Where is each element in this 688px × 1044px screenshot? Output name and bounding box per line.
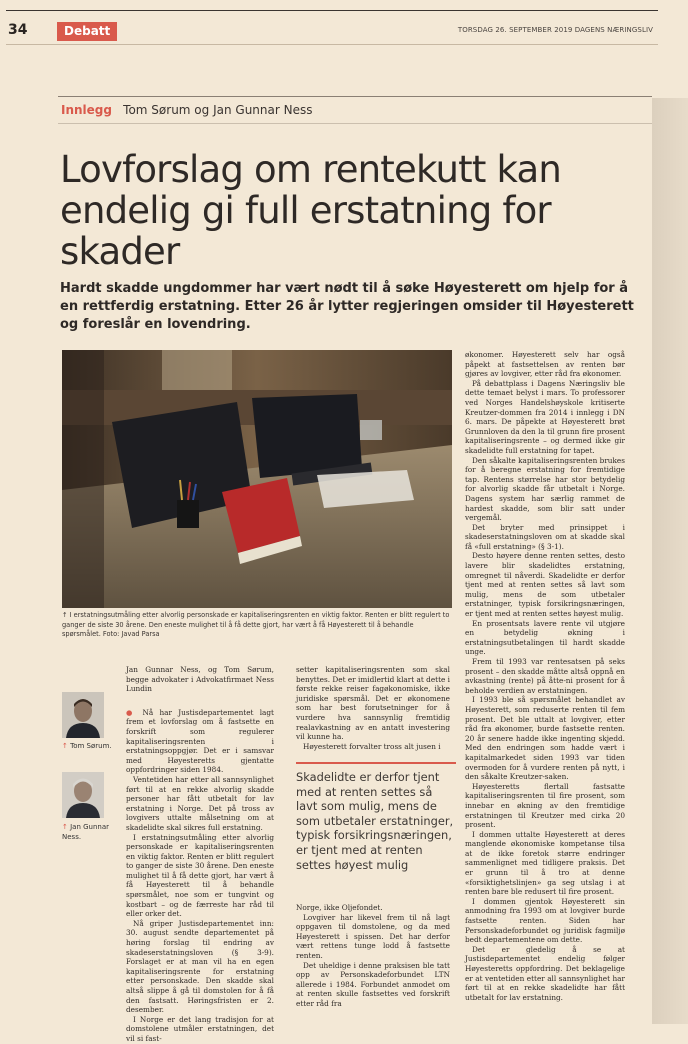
kicker-top-rule xyxy=(58,96,652,97)
body-paragraph: Høyesteretts flertall fastsatte kapitaliseringsrenten til fire prosent, som innebar en økning av den fremtidige erstatningen til Kreutzer med cirka 20 prosent. xyxy=(465,781,625,830)
body-paragraph: Desto høyere denne renten settes, desto lavere blir skadelidtes erstatning, omregnet til nåverdi. Skadelidte er derfor tjent med at renten settes så lavt som mulig, mens de som utbetaler erstatninger, typisk forsikringsnæringen, er tjent med at renten settes høyest mulig. xyxy=(465,551,625,619)
header-top-rule xyxy=(6,10,658,11)
body-paragraph: Frem til 1993 var rentesatsen på seks prosent – den skadde måtte altså oppnå en avkastning (rente) på åtte-ni prosent for å beholde verdien av erstatningen. xyxy=(465,657,625,695)
body-column-1 xyxy=(126,665,274,1044)
body-paragraph: En prosentsats lavere rente vil utgjøre en betydelig økning i erstatningsutbetalingen til hardt skadde unge. xyxy=(465,618,625,657)
portrait-caption-text: Tom Sørum. xyxy=(70,742,112,750)
body-column-3 xyxy=(465,350,625,1002)
page-number: 34 xyxy=(8,22,28,38)
page-header xyxy=(0,0,688,46)
pull-quote: Skadelidte er derfor tjent med at renten settes så lavt som mulig, mens de som utbetaler erstatninger, typisk forsikringsnæringen, er tjent med at renten settes høyest mulig xyxy=(296,762,456,872)
body-paragraph: Det er gledelig å se at Justisdepartementet endelig følger Høyesteretts oppfordring. Det beklagelige er at ventetiden etter all sannsynlighet har ført til at en rekke skadelidte har fått utbetalt for lav erstatning. xyxy=(465,944,625,1002)
body-paragraph: I Norge er det lang tradisjon for at domstolene utmåler erstatningen, det vil si fast- xyxy=(126,1014,274,1043)
byline: Jan Gunnar Ness, og Tom Sørum, begge advokater i Advokatfirmaet Ness Lundin xyxy=(126,665,274,694)
body-paragraph: I dommen uttalte Høyesterett at deres manglende økonomiske kompetanse tilsa at de ikke foretok større endringer sammenlignet med tidligere praksis. Det er grunn til å tro at denne «forsiktighetslinjen» ga seg utslag i at renten bare ble redusert til fire prosent. xyxy=(465,829,625,897)
courtroom-photo xyxy=(62,350,452,608)
caption-arrow-icon: ↑ xyxy=(62,742,68,750)
body-paragraph: Høyesterett forvalter tross alt jusen i xyxy=(303,741,441,751)
headline: Lovforslag om rentekutt kan endelig gi full erstatning for skader xyxy=(60,148,561,273)
header-bottom-rule xyxy=(6,44,658,45)
body-paragraph: Nå griper Justisdepartementet inn: 30. august sendte departementet på høring forslag til endring av skadeserstatningsloven (§ 3-9). Forslaget er at man vil ha en egen kapitaliseringsrente for erstatning etter personskade. Den skadde skal altså slippe å gå til domstolen for å få den fastsatt. Høringsfristen er 2. desember. xyxy=(126,918,274,1015)
body-column-2-continued xyxy=(296,903,450,1009)
portrait-photo-icon xyxy=(62,772,104,818)
body-paragraph: I dommen gjentok Høyesterett sin anmodning fra 1993 om at lovgiver burde fastsette renten. Siden har Personskadeforbundet og juridisk fagmiljø bedt departementene om dette. xyxy=(465,896,625,945)
body-paragraph: Det uheldige i denne praksisen ble tatt opp av Personskadeforbundet LTN allerede i 1984. Forbundet anmodet om at renten skulle fastsettes ved forskrift etter råd fra xyxy=(296,960,450,1008)
body-paragraph: setter kapitaliseringsrenten som skal benyttes. Det er imidlertid klart at dette i første rekke reiser fagøkonomiske, ikke juridiske spørsmål. Det er økonomene som har best forutsetninger for å vurdere hva sannsynlig fremtidig realavkastning av en antatt investering vil kunne ha. xyxy=(296,665,450,742)
kicker-label: Innlegg xyxy=(61,103,112,117)
paragraph-dot-icon: ● xyxy=(126,707,143,717)
portrait-caption-2 xyxy=(62,823,112,842)
section-tag: Debatt xyxy=(57,22,117,41)
photo-caption: ↑ I erstatningsutmåling etter alvorlig personskade er kapitaliseringsrenten en viktig faktor. Renten er blitt regulert to ganger de siste 30 årene. Den eneste mulighet til å få dette gjort, har vært å få Høyesterett til å behandle spørsmålet. Foto: Javad Parsa xyxy=(62,611,450,638)
body-column-2 xyxy=(296,665,450,751)
issue-line: TORSDAG 26. SEPTEMBER 2019 DAGENS NÆRINGSLIV xyxy=(457,26,653,34)
body-paragraph: økonomer. Høyesterett selv har også påpekt at fastsettelsen av renten bør gjøres av lovgiver, etter råd fra økonomer. xyxy=(465,350,625,379)
body-paragraph: I 1993 ble så spørsmålet behandlet av Høyesterett, som reduserte renten til fem prosent. Det ble uttalt at lovgiver, etter råd fra økonomer, burde fastsette renten. 20 år senere hadde ikke ingenting skjedd. Med den endringen som hadde vært i kapitalmarkedet siden 1993 var tiden overmoden for å vurdere renten på nytt, i den såkalte Kreutzer-saken. xyxy=(465,695,625,782)
body-paragraph: På debattplass i Dagens Næringsliv ble dette temaet belyst i mars. To professorer ved Norges Handelshøyskole kritiserte Kreutzer-dommen fra 2014 i innlegg i DN 6. mars. De påpekte at Høyesterett brøt Grunnloven da den la til grunn fire prosent kapitaliseringsrente – og dermed ikke gir skadelidte full erstatning for tapet. xyxy=(465,378,625,455)
body-paragraph: Ventetiden har etter all sannsynlighet ført til at en rekke alvorlig skadde personer har fått utbetalt for lav erstatning i Norge. Det på tross av lovgivers uttalte målsetning om at skadelidte skal sikres full erstatning. xyxy=(126,774,274,832)
portrait-photo-icon xyxy=(62,692,104,738)
adjacent-page-bleed xyxy=(652,98,688,1024)
body-paragraph: Den såkalte kapitaliseringsrenten brukes for å beregne erstatning for fremtidige tap. Rentens størrelse har stor betydelig for alvorlig skadde får utbetalt i Norge. Dagens system har særlig rammet de hardest skadde, som blir satt under vergemål. xyxy=(465,455,625,523)
kicker-authors: Tom Sørum og Jan Gunnar Ness xyxy=(123,103,313,117)
author-portrait-tom-sorum xyxy=(62,692,104,738)
body-paragraph: Norge, ikke Oljefondet. xyxy=(296,903,383,912)
lead-paragraph: Hardt skadde ungdommer har vært nødt til å søke Høyesterett om hjelp for å en rettferdig erstatning. Etter 26 år lytter regjeringen omsider til Høyesterett og foreslår en lovendring. xyxy=(60,281,634,332)
portrait-caption-1 xyxy=(62,742,112,752)
courtroom-photo-image xyxy=(62,350,452,608)
body-paragraph xyxy=(126,708,274,775)
kicker xyxy=(61,103,312,117)
body-paragraph: I erstatningsutmåling etter alvorlig personskade er kapitaliseringsrenten en viktig faktor. Renten er blitt regulert to ganger de siste 30 årene. Den eneste mulighet til å få dette gjort, har vært å få Høyesterett til å behandle spørsmålet, noe som er tungvint og kostbart – og de færreste har råd til eller orker det. xyxy=(126,832,274,919)
body-paragraph-text: Nå har Justisdepartementet lagt frem et lovforslag om å fastsette en forskrift som regulerer kapitaliseringsrenten i erstatningsoppgjør. Det er i samsvar med Høyesteretts gjentatte oppfordringer siden 1984. xyxy=(126,707,274,775)
body-paragraph: Lovgiver har likevel frem til nå lagt oppgaven til domstolene, og da med Høyesterett i spissen. Det har derfor vært rettens tunge lodd å fastsette renten. xyxy=(296,912,450,960)
portrait-caption-text: Jan Gunnar Ness. xyxy=(62,823,110,841)
kicker-bottom-rule xyxy=(58,123,652,124)
body-paragraph: Det bryter med prinsippet i skadeserstatningsloven om at skadde skal få «full erstatning» (§ 3-1). xyxy=(465,522,625,551)
author-portrait-jan-gunnar-ness xyxy=(62,772,104,818)
caption-arrow-icon: ↑ xyxy=(62,823,68,831)
